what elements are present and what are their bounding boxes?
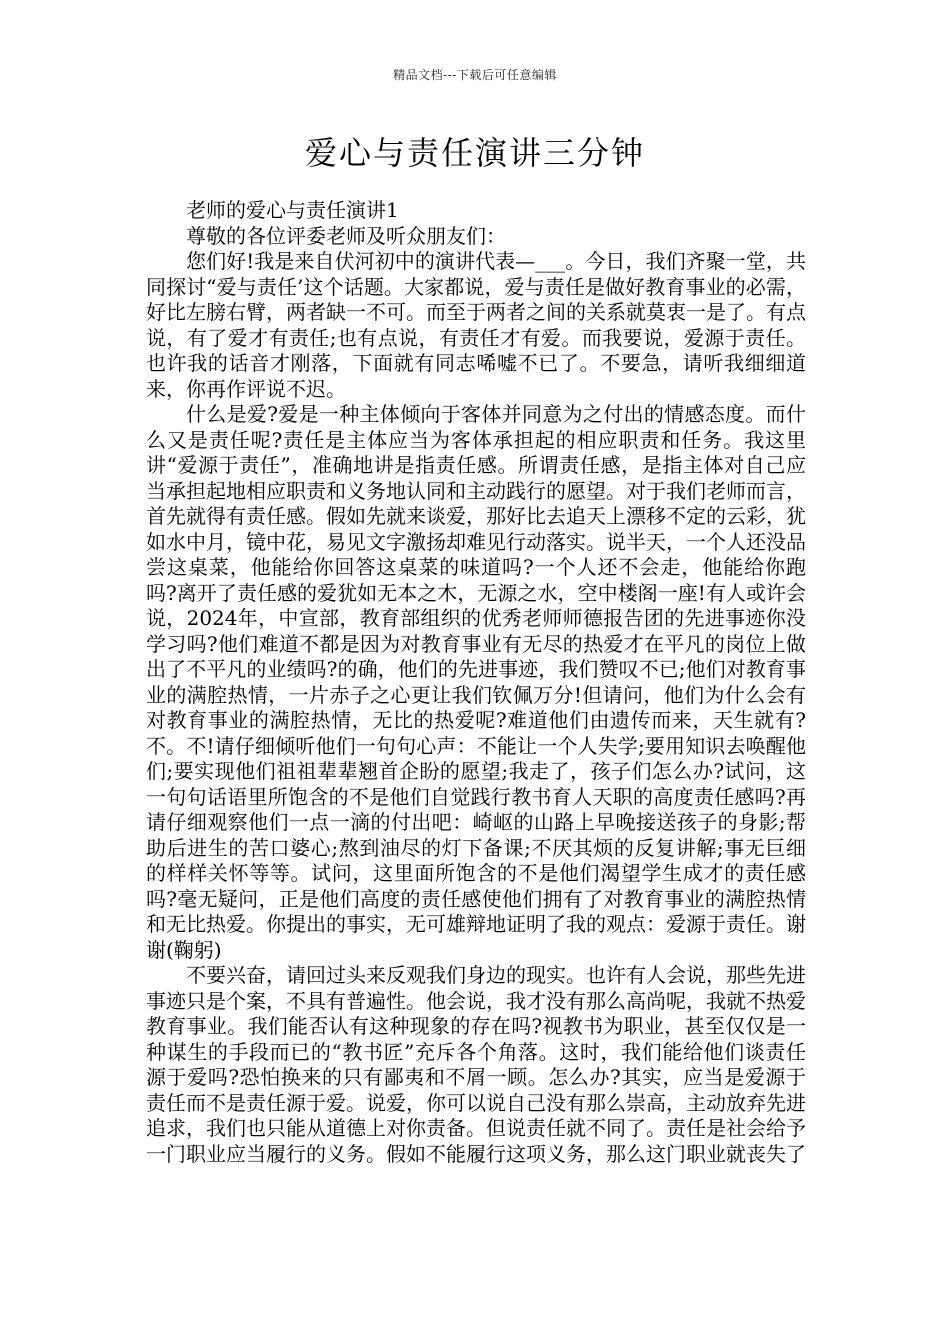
speech-heading: 老师的爱心与责任演讲1 [186, 198, 399, 222]
salutation: 尊敬的各位评委老师及听众朋友们： [186, 223, 506, 248]
paragraph-reality: 不要兴奋，请回过头来反观我们身边的现实。也许有人会说，那些先进事迹只是个案，不具有普遍性。他会说，我才没有那么高尚呢，我就不热爱教育事业。我们能否认有这种现象的存在吗?视教书为职业，甚至仅仅是一种谋生的手段而已的“教书匠”充斥各个角落。这时，我们能给他们谈责任源于爱吗?恐怕换来的只有鄙夷和不屑一顾。怎么办?其实，应当是爱源于责任而不是责任源于爱。说爱，你可以说自己没有那么崇高，主动放弃先进追求，我们也只能从道德上对你责备。但说责任就不同了。责任是社会给予一门职业应当履行的义务。假如不能履行这项义务，那么这门职业就丧失了 [146, 963, 806, 1166]
document-title: 爱心与责任演讲三分钟 [304, 134, 645, 172]
paragraph-opening: 您们好!我是来自伏河初中的演讲代表—___。今日，我们齐聚一堂，共同探讨“爱与责任’这个话题。大家都说，爱与责任是做好教育事业的必需，好比左膀右臂，两者缺一不可。而至于两者之间的关系就莫衷一是了。有点说，有了爱才有责任;也有点说，有责任才有爱。而我要说，爱源于责任。也许我的话音才刚落，下面就有同志唏嘘不已了。不要急，请听我细细道来，你再作评说不迟。 [146, 249, 806, 401]
paragraph-definition: 什么是爱?爱是一种主体倾向于客体并同意为之付出的情感态度。而什么又是责任呢?责任是主体应当为客体承担起的相应职责和任务。我这里讲“爱源于责任”，准确地讲是指责任感。所谓责任感，是指主体对自己应当承担起地相应职责和义务地认同和主动践行的愿望。对于我们老师而言，首先就得有责任感。假如先就来谈爱，那好比去追天上漂移不定的云彩，犹如水中月，镜中花，易见文字激扬却难见行动落实。说半天，一个人还没品尝这桌菜，他能给你回答这桌菜的味道吗?一个人还不会走，他能给你跑吗?离开了责任感的爱犹如无本之木，无源之水，空中楼阁一座!有人或许会说，2024年，中宣部，教育部组织的优秀老师师德报告团的先进事迹你没学习吗?他们难道不都是因为对教育事业有无尽的热爱才在平凡的岗位上做出了不平凡的业绩吗?的确，他们的先进事迹，我们赞叹不已;他们对教育事业的满腔热情，一片赤子之心更让我们钦佩万分!但请问，他们为什么会有对教育事业的满腔热情，无比的热爱呢?难道他们由遗传而来，天生就有?不。不!请仔细倾听他们一句句心声：不能让一个人失学;要用知识去唤醒他们;要实现他们祖祖辈辈翘首企盼的愿望;我走了，孩子们怎么办?试问，这一句句话语里所饱含的不是他们自觉践行教书育人天职的高度责任感吗?再请仔细观察他们一点一滴的付出吧：崎岖的山路上早晚接送孩子的身影;帮助后进生的苦口婆心;熬到油尽的灯下备课;不厌其烦的反复讲解;事无巨细的样样关怀等等。试问，这里面所饱含的不是他们渴望学生成才的责任感吗?毫无疑问，正是他们高度的责任感使他们拥有了对教育事业的满腔热情和无比热爱。你提出的事实，无可雄辩地证明了我的观点：爱源于责任。谢谢(鞠躬) [146, 402, 806, 962]
document-body [146, 198, 806, 1167]
header-note: 精品文档---下载后可任意编辑 [393, 68, 557, 82]
